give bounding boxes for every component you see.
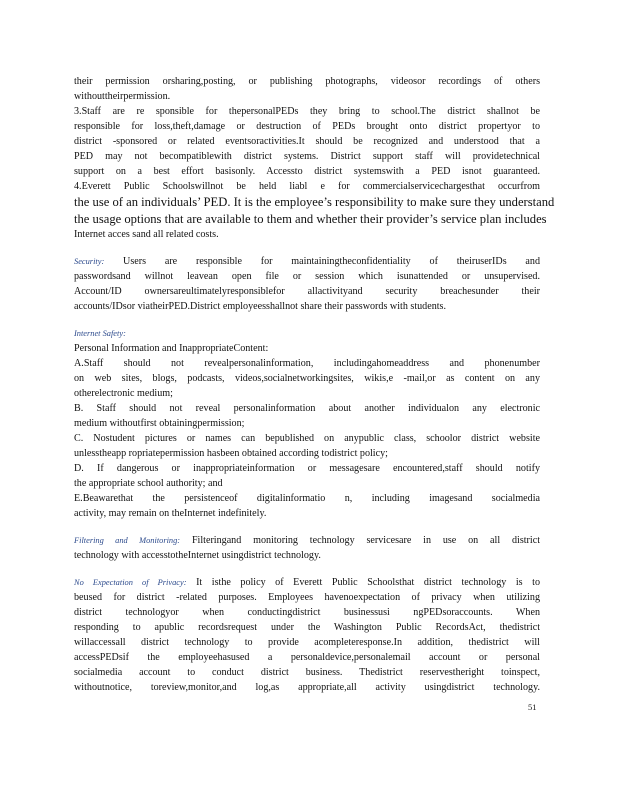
text-line: their permission orsharing,posting, or publishing photographs, videosor recordings of others <box>74 76 540 87</box>
text-line: Internet acces sand all related costs. <box>74 229 219 240</box>
text-line: No Expectation of Privacy: It isthe policy of Everett Public Schoolsthat district technology is to <box>74 577 540 588</box>
text-line: technology with accesstotheInternet usingdistrict technology. <box>74 550 321 561</box>
document-page <box>74 74 555 695</box>
text-line: Security: Users are responsible for maintainingtheconfidentiality of theiruserIDs and <box>74 256 541 267</box>
text-line: B. Staff should not reveal personalinformation about another individualon any electronic <box>74 403 540 414</box>
text-line: activity, may remain on theInternet indefinitely. <box>74 508 267 519</box>
text-line: Filtering and Monitoring: Filteringand monitoring technology servicesare in use on all district <box>74 535 541 546</box>
text-line: A.Staff should not revealpersonalinformation, includingahomeaddress and phonenumber <box>74 358 540 369</box>
text-line: Personal Information and InappropriateContent: <box>74 343 269 354</box>
internet-safety-section <box>74 326 540 521</box>
text-line: beused for district -related purposes. Employees havenoexpectation of privacy when utilizing <box>74 592 540 603</box>
section-heading-security: Security: <box>74 257 105 266</box>
text-line: withoutnotice, toreview,monitor,and log,as appropriate,all activity usingdistrict technology. <box>74 682 540 693</box>
ped-policy-section <box>74 74 555 242</box>
text-line: 4.Everett Public Schoolswillnot be held liabl e for commercialservicechargesthat occurfrom <box>74 181 540 192</box>
text-line: PED may not becompatiblewith district systems. District support staff will providetechnical <box>74 151 540 162</box>
text-line: the appropriate school authority; and <box>74 478 223 489</box>
text-line: district -sponsored or related eventsoractivities.It should be recognized and understood that a <box>74 136 540 147</box>
text-line: medium withoutfirst obtainingpermission; <box>74 418 245 429</box>
text-line: passwordsand willnot leavean open file or session which isunattended or unsupervised. <box>74 271 540 282</box>
text-line: accessPEDsif the employeehasused a personaldevice,personalemail account or personal <box>74 652 540 663</box>
page-number: 51 <box>528 702 537 712</box>
text-line: otherelectronic medium; <box>74 388 173 399</box>
text-line: district technologyor when conductingdistrict businessusi ngPEDsoraccounts. When <box>74 607 540 618</box>
text-line: socialmedia account to conduct district business. Thedistrict reservestheright toinspect, <box>74 667 540 678</box>
text-line: C. Nostudent pictures or names can bepublished on anypublic class, schoolor district website <box>74 433 540 444</box>
text-line: D. If dangerous or inappropriateinformation or messagesare encountered,staff should notify <box>74 463 540 474</box>
section-heading-filtering: Filtering and Monitoring: <box>74 536 181 545</box>
text-line: on web sites, blogs, podcasts, videos,socialnetworkingsites, wikis,e -mail,or as content on any <box>74 373 540 384</box>
text-line: willaccessall district technology to provide acompleteresponse.In addition, thedistrict will <box>74 637 540 648</box>
security-section <box>74 254 540 314</box>
text-line: withouttheirpermission. <box>74 91 171 102</box>
section-heading-privacy: No Expectation of Privacy: <box>74 578 187 587</box>
text-line-large: the use of an individuals’ PED. It is the employee’s responsibility to make sure they understand <box>74 195 555 209</box>
section-heading-internet-safety: Internet Safety: <box>74 329 126 338</box>
privacy-section <box>74 575 540 695</box>
text-line: unlesstheapp ropriatepermission hasbeen obtained according todistrict policy; <box>74 448 388 459</box>
text-line: E.Beawarethat the persistenceof digitalinformatio n, including imagesand socialmedia <box>74 493 540 504</box>
text-line-large: the usage options that are available to them and whether their provider’s service plan includes <box>74 211 547 226</box>
text-line: 3.Staff are re sponsible for thepersonalPEDs they bring to school.The district shallnot be <box>74 106 540 117</box>
text-line: responsible for loss,theft,damage or destruction of PEDs brought onto district propertyor to <box>74 121 540 132</box>
text-line: support on a best effort basisonly. Accessto district systemswith a PED isnot guaranteed. <box>74 166 540 177</box>
text-line: Account/ID ownersareultimatelyresponsiblefor allactivityand security breachesunder their <box>74 286 540 297</box>
text-line: responding to apublic recordsrequest under the Washington Public RecordsAct, thedistrict <box>74 622 540 633</box>
filtering-section <box>74 533 540 563</box>
text-line: accounts/IDsor viatheirPED.District employeesshallnot share their passwords with students. <box>74 301 446 312</box>
